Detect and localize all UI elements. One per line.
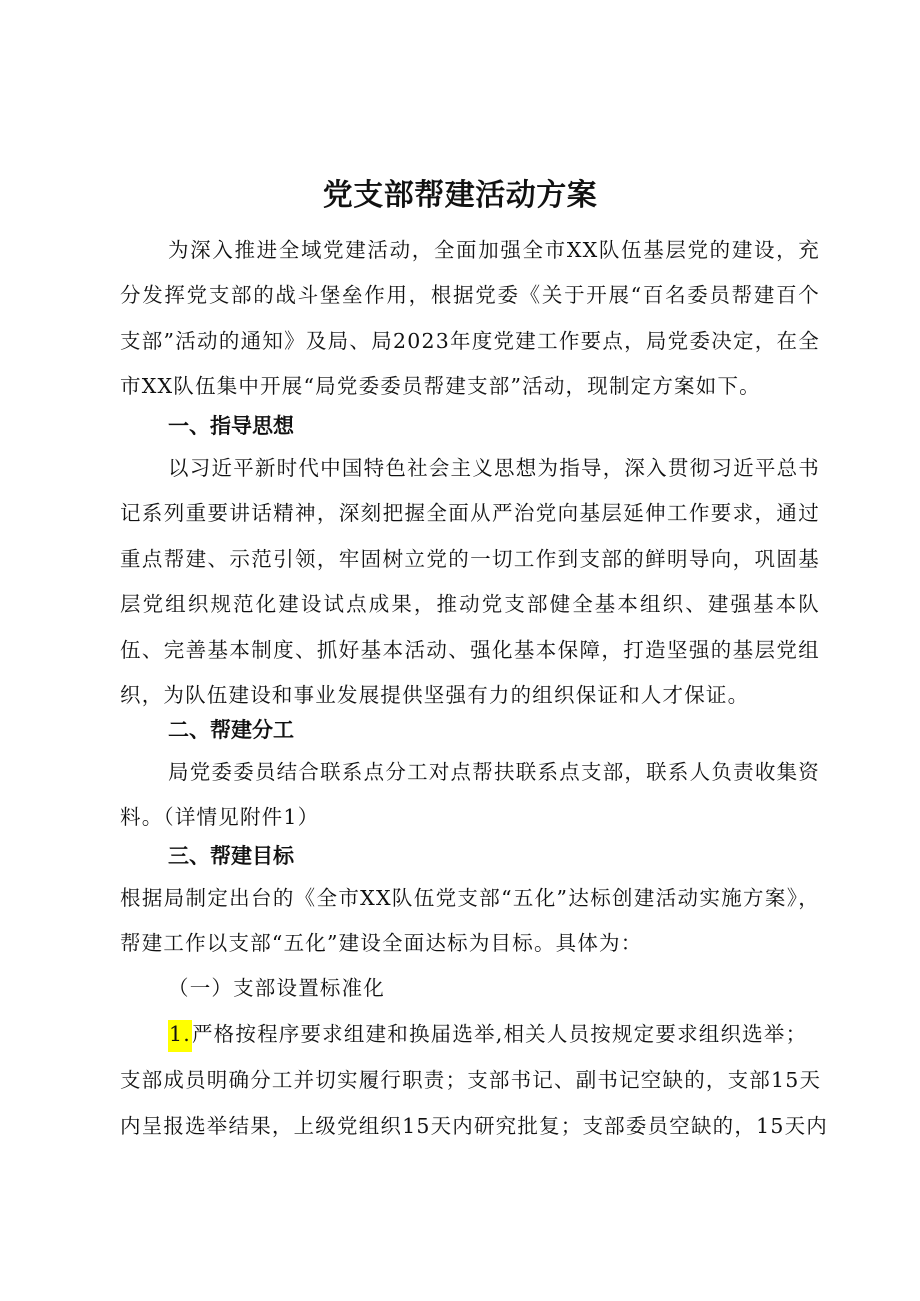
- list-item-1-line-3: 内呈报选举结果，上级党组织15天内研究批复；支部委员空缺的，15天内: [120, 1114, 828, 1138]
- subheading-branch-setup: （一）支部设置标准化: [168, 976, 385, 1000]
- section-body-division: 局党委委员结合联系点分工对点帮扶联系点支部，联系人负责收集资料。（详情见附件1）: [120, 760, 820, 830]
- section-body-goals: 根据局制定出台的《全市XX队伍党支部“五化”达标创建活动实施方案》，帮建工作以支部“五化”建设全面达标为目标。具体为：: [120, 886, 820, 956]
- list-item-1-line-2: 支部成员明确分工并切实履行职责；支部书记、副书记空缺的，支部15天: [120, 1068, 822, 1092]
- section-heading-guiding-ideology: 一、指导思想: [168, 414, 294, 438]
- item-text-line-1: 严格按程序要求组建和换届选举,相关人员按规定要求组织选举；: [191, 1022, 808, 1046]
- item-number-highlight: 1.: [168, 1020, 192, 1052]
- section-heading-goals: 三、帮建目标: [168, 844, 294, 868]
- document-title: 党支部帮建活动方案: [322, 178, 598, 213]
- list-item-1-line-1: [168, 1018, 820, 1050]
- section-heading-division: 二、帮建分工: [168, 718, 294, 742]
- intro-paragraph: 为深入推进全域党建活动，全面加强全市XX队伍基层党的建设，充分发挥党支部的战斗堡垒作用，根据党委《关于开展“百名委员帮建百个支部”活动的通知》及局、局2023年度党建工作要点，局党委决定，在全市XX队伍集中开展“局党委委员帮建支部”活动，现制定方案如下。: [120, 238, 820, 399]
- section-body-guiding-ideology: 以习近平新时代中国特色社会主义思想为指导，深入贯彻习近平总书记系列重要讲话精神，深刻把握全面从严治党向基层延伸工作要求，通过重点帮建、示范引领，牢固树立党的一切工作到支部的鲜明导向，巩固基层党组织规范化建设试点成果，推动党支部健全基本组织、建强基本队伍、完善基本制度、抓好基本活动、强化基本保障，打造坚强的基层党组织，为队伍建设和事业发展提供坚强有力的组织保证和人才保证。: [120, 456, 820, 708]
